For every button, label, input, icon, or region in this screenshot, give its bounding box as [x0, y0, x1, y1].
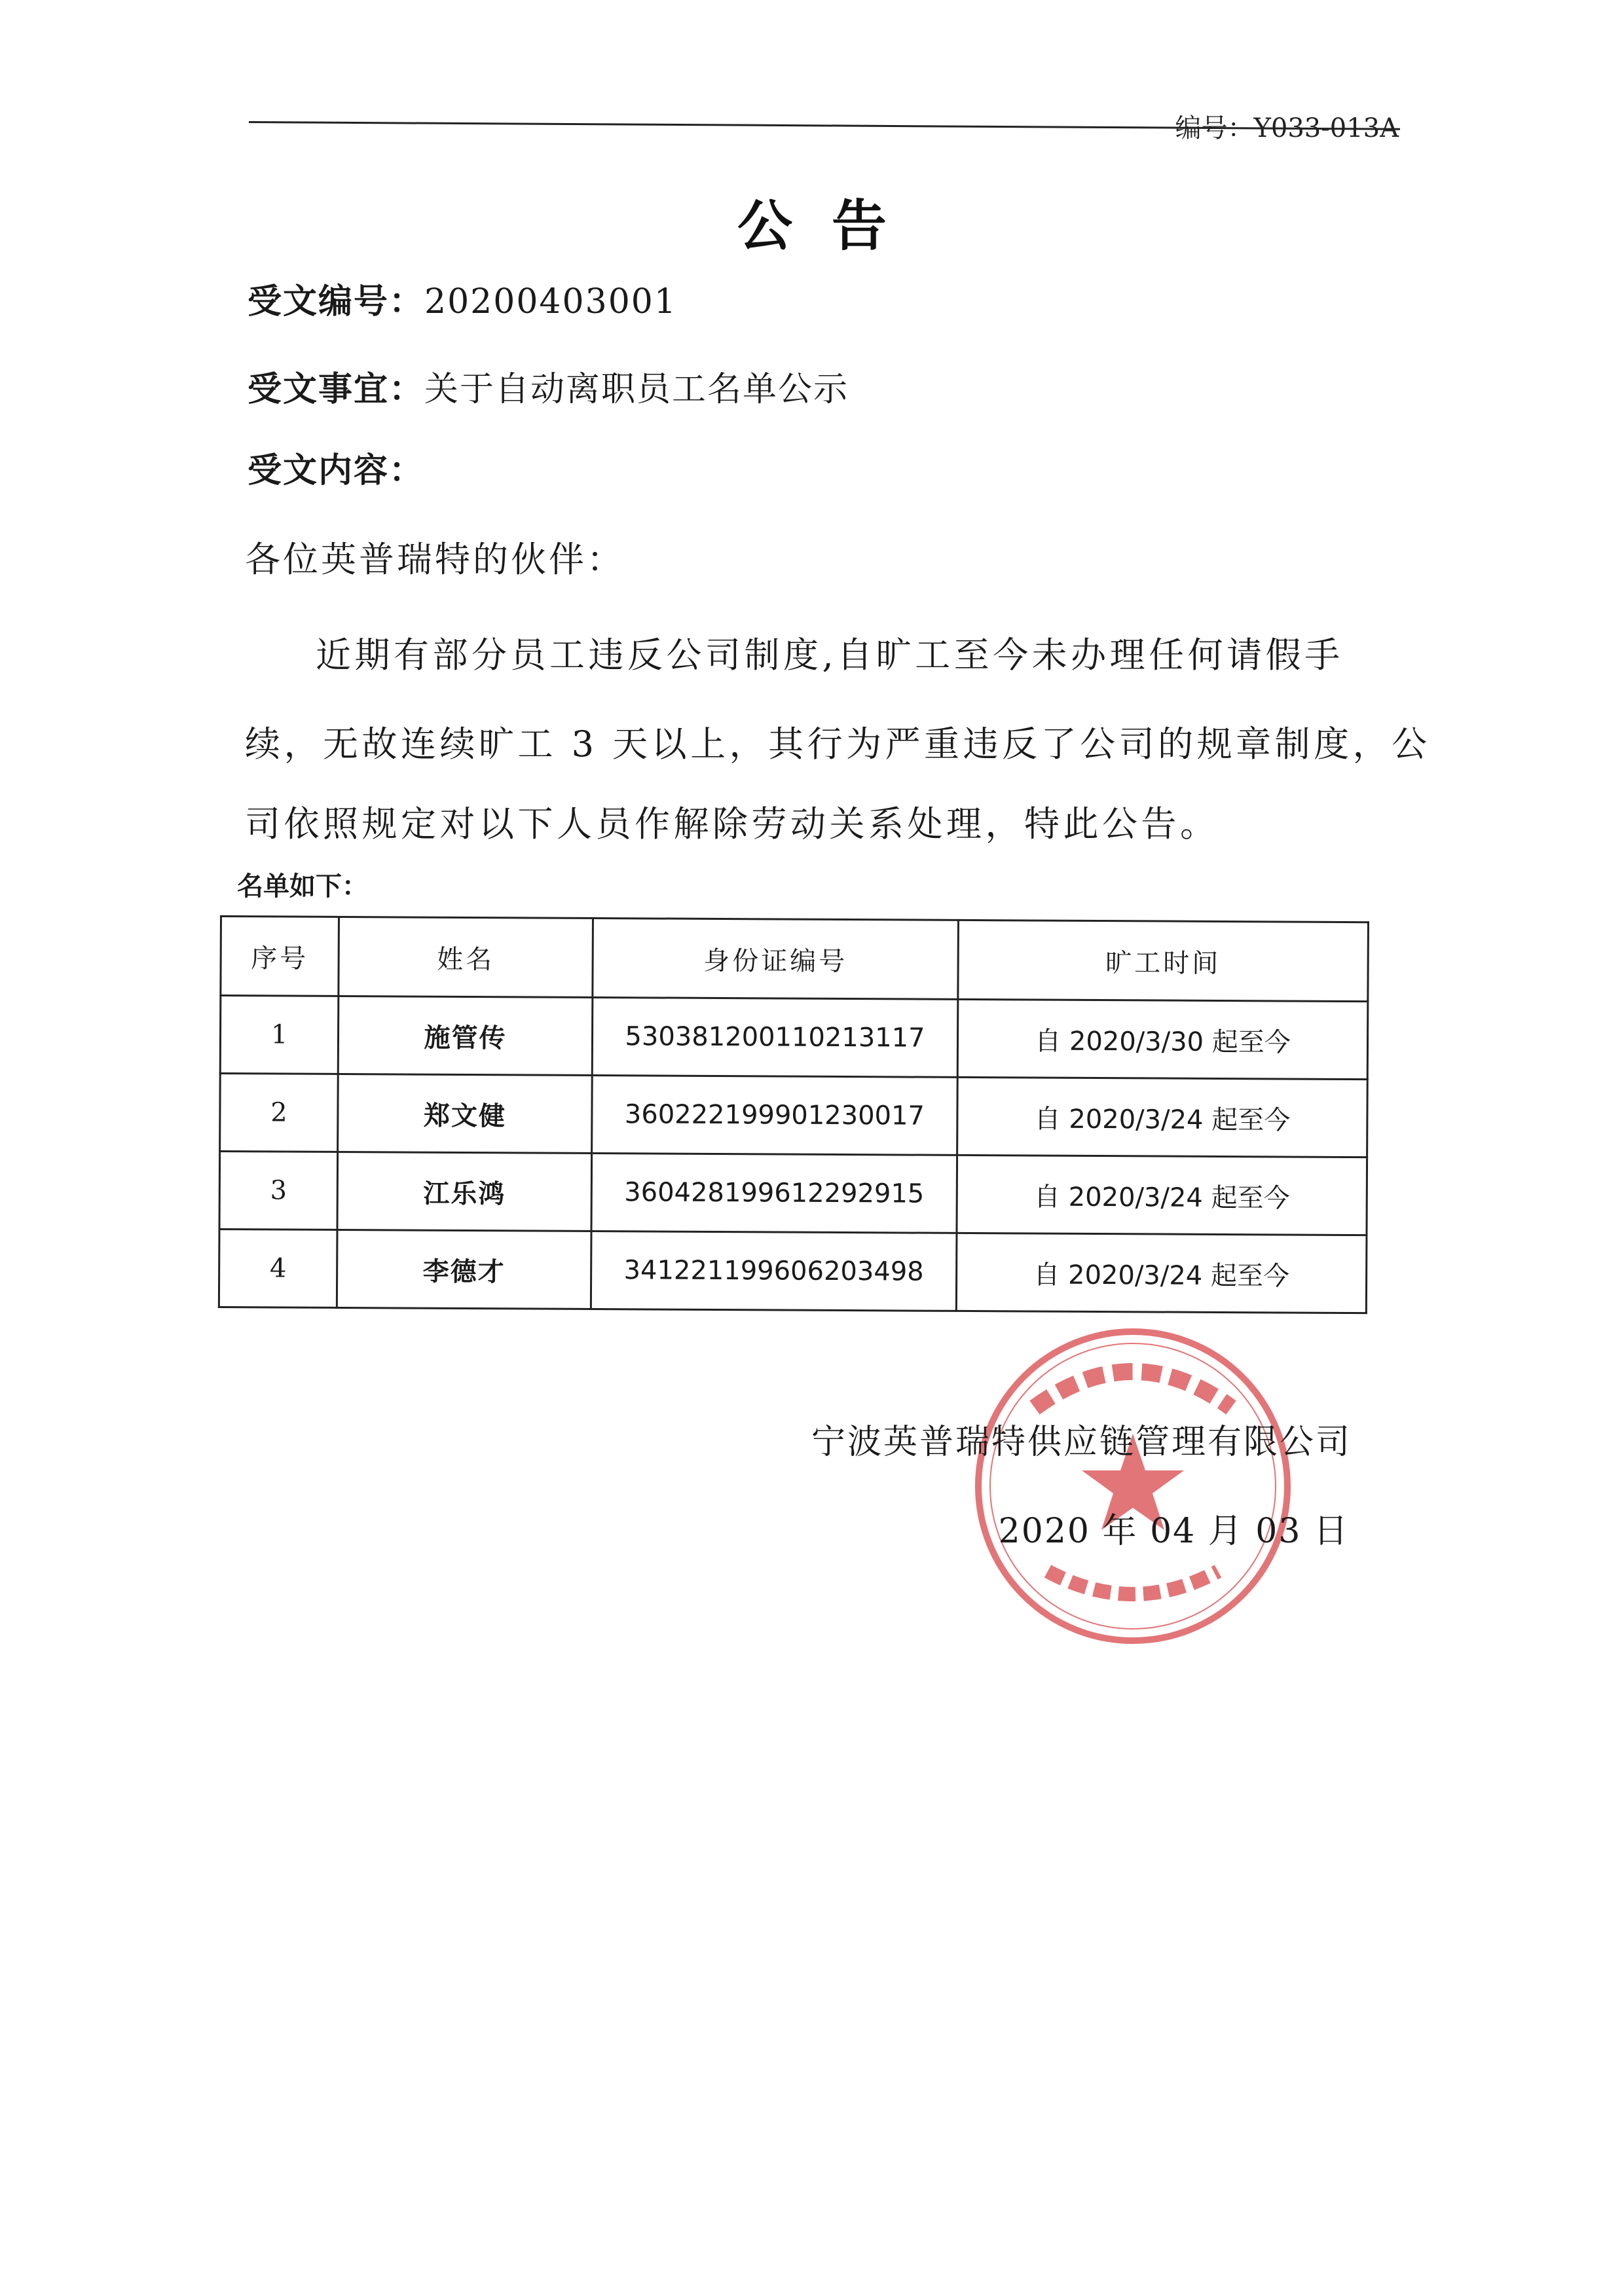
table-row: [219, 1152, 1367, 1235]
field-value: 20200403001: [424, 282, 677, 321]
col-header-number: 序号: [221, 917, 339, 996]
cell-number: 2: [220, 1074, 339, 1152]
dismissal-table: [218, 915, 1367, 1305]
cell-id: 530381200110213117: [592, 997, 958, 1077]
cell-id: 360222199901230017: [592, 1075, 958, 1155]
cell-absence-time: 自 2020/3/30 起至今: [957, 999, 1368, 1079]
field-subject: [248, 361, 849, 410]
company-seal-icon: [956, 1309, 1310, 1663]
cell-absence-time: 自 2020/3/24 起至今: [957, 1077, 1368, 1157]
body-paragraph-line: 续，无故连续旷工 3 天以上，其行为严重违反了公司的规章制度，公: [245, 723, 1431, 765]
cell-name: 郑文健: [338, 1074, 593, 1153]
field-label: 受文事宜：: [248, 370, 425, 409]
table-row: [220, 1074, 1368, 1157]
cell-name: 施管传: [338, 996, 593, 1075]
greeting: 各位英普瑞特的伙伴：: [245, 539, 625, 580]
body-paragraph-line: 近期有部分员工违反公司制度,自旷工至今未办理任何请假手: [316, 634, 1344, 676]
page-title: 公告: [737, 194, 926, 258]
issuer-company: 宁波英普瑞特供应链管理有限公司: [811, 1423, 1352, 1462]
col-header-name: 姓名: [339, 917, 593, 997]
cell-id: 341221199606203498: [591, 1231, 957, 1311]
field-content: [248, 443, 424, 492]
cell-absence-time: 自 2020/3/24 起至今: [957, 1155, 1367, 1235]
field-value: 关于自动离职员工名单公示: [424, 370, 849, 409]
table-header-row: [221, 917, 1369, 1002]
cell-number: 4: [219, 1230, 337, 1308]
field-label: 受文内容：: [248, 451, 425, 490]
table-row: [219, 1230, 1367, 1313]
list-label: 名单如下：: [237, 871, 368, 902]
cell-absence-time: 自 2020/3/24 起至今: [956, 1233, 1367, 1313]
cell-number: 3: [219, 1152, 338, 1230]
issue-date: 2020 年 04 月 03 日: [998, 1512, 1349, 1551]
col-header-id: 身份证编号: [593, 918, 959, 999]
cell-id: 360428199612292915: [591, 1153, 957, 1233]
document-number: 编号：Y033-013A: [1175, 113, 1399, 143]
field-label: 受文编号：: [248, 282, 425, 321]
col-header-absence-time: 旷工时间: [958, 920, 1369, 1001]
body-paragraph-line: 司依照规定对以下人员作解除劳动关系处理，特此公告。: [245, 803, 1219, 845]
field-reference-number: [248, 274, 677, 323]
cell-name: 江乐鸿: [337, 1152, 592, 1231]
table-row: [220, 996, 1368, 1080]
cell-name: 李德才: [337, 1230, 591, 1309]
cell-number: 1: [220, 996, 339, 1074]
